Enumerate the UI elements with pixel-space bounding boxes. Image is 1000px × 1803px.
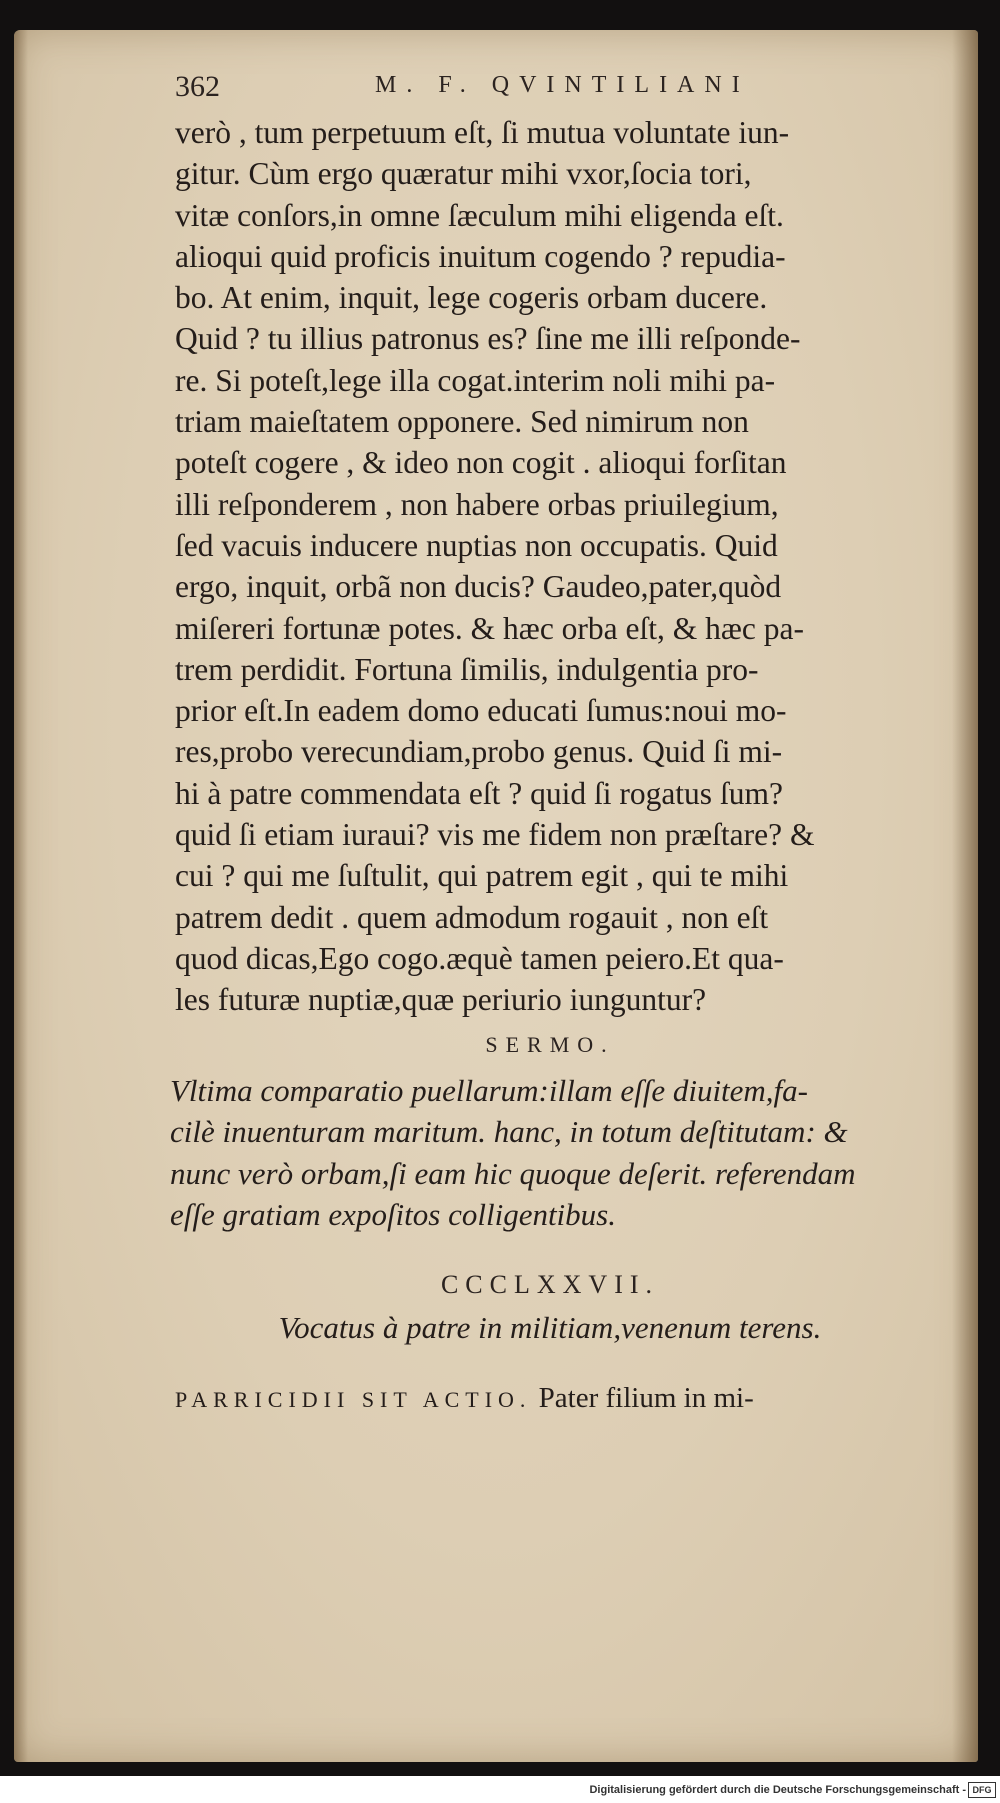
text-line: ſed vacuis inducere nuptias non occupatis. Quid: [175, 527, 778, 563]
declamation-first-line: [175, 1382, 935, 1415]
declamation-first-line-rest: Pater filium in mi-: [531, 1382, 754, 1414]
author-heading: M. F. QVINTILIANI: [375, 72, 750, 98]
text-line: Quid ? tu illius patronus es? ſine me illi reſponde-: [175, 321, 801, 357]
text-line: illi reſponderem , non habere orbas priuilegium,: [175, 486, 779, 522]
sermo-heading: SERMO.: [485, 1032, 615, 1057]
declamation-title: Vocatus à patre in militiam,venenum terens.: [278, 1310, 822, 1345]
text-line: poteſt cogere , & ideo non cogit . alioqui forſitan: [175, 445, 787, 481]
sermo-line: Vltima comparatio puellarum:illam eſſe diuitem,fa-: [170, 1073, 808, 1108]
running-head: [175, 70, 935, 110]
page-edge-left: [14, 30, 28, 1762]
text-line: res,probo verecundiam,probo genus. Quid ſi mi-: [175, 734, 783, 770]
text-line: quid ſi etiam iuraui? vis me fidem non præſtare? &: [175, 817, 815, 853]
declamation-first-line-caps: PARRICIDII SIT ACTIO.: [175, 1387, 532, 1412]
page-edge-right: [952, 30, 978, 1762]
footer-bar: [0, 1776, 1000, 1803]
text-line: prior eſt.In eadem domo educati ſumus:noui mo-: [175, 693, 787, 729]
text-line: miſereri fortunæ potes. & hæc orba eſt, & hæc pa-: [175, 610, 804, 646]
page-number: 362: [175, 70, 220, 103]
declamation-number: CCCLXXVII.: [440, 1270, 660, 1299]
text-line: quod dicas,Ego cogo.æquè tamen peiero.Et qua-: [175, 940, 784, 976]
text-line: trem perdidit. Fortuna ſimilis, indulgentia pro-: [175, 651, 759, 687]
text-line: triam maieſtatem opponere. Sed nimirum non: [175, 404, 749, 440]
sermo-line: nunc verò orbam,ſi eam hic quoque deſerit. referendam: [170, 1155, 856, 1191]
sermo-line: eſſe gratiam expoſitos colligentibus.: [170, 1196, 616, 1232]
dfg-logo-icon: DFG: [968, 1782, 996, 1798]
digitization-credit: Digitalisierung gefördert durch die Deutsche Forschungsgemeinschaft -: [589, 1784, 966, 1796]
text-line: hi à patre commendata eſt ? quid ſi rogatus ſum?: [175, 775, 783, 811]
text-line: gitur. Cùm ergo quæratur mihi vxor,ſocia tori,: [175, 156, 752, 192]
text-line: re. Si poteſt,lege illa cogat.interim noli mihi pa-: [175, 362, 776, 398]
text-line: bo. At enim, inquit, lege cogeris orbam ducere.: [175, 280, 768, 316]
text-line: verò , tum perpetuum eſt, ſi mutua voluntate iun-: [175, 115, 790, 150]
text-line: cui ? qui me ſuſtulit, qui patrem egit , qui te mihi: [175, 858, 789, 894]
sermo-text: [170, 1070, 930, 1235]
body-text: [175, 112, 925, 1021]
text-line: vitæ conſors,in omne ſæculum mihi eligenda eſt.: [175, 197, 784, 233]
text-line: les futuræ nuptiæ,quæ periurio iunguntur?: [175, 982, 707, 1018]
text-line: alioqui quid proficis inuitum cogendo ? repudia-: [175, 238, 786, 274]
text-line: patrem dedit . quem admodum rogauit , non eſt: [175, 899, 769, 935]
text-line: ergo, inquit, orbã non ducis? Gaudeo,pater,quòd: [175, 569, 782, 605]
sermo-line: cilè inuenturam maritum. hanc, in totum deſtitutam: &: [170, 1114, 848, 1150]
